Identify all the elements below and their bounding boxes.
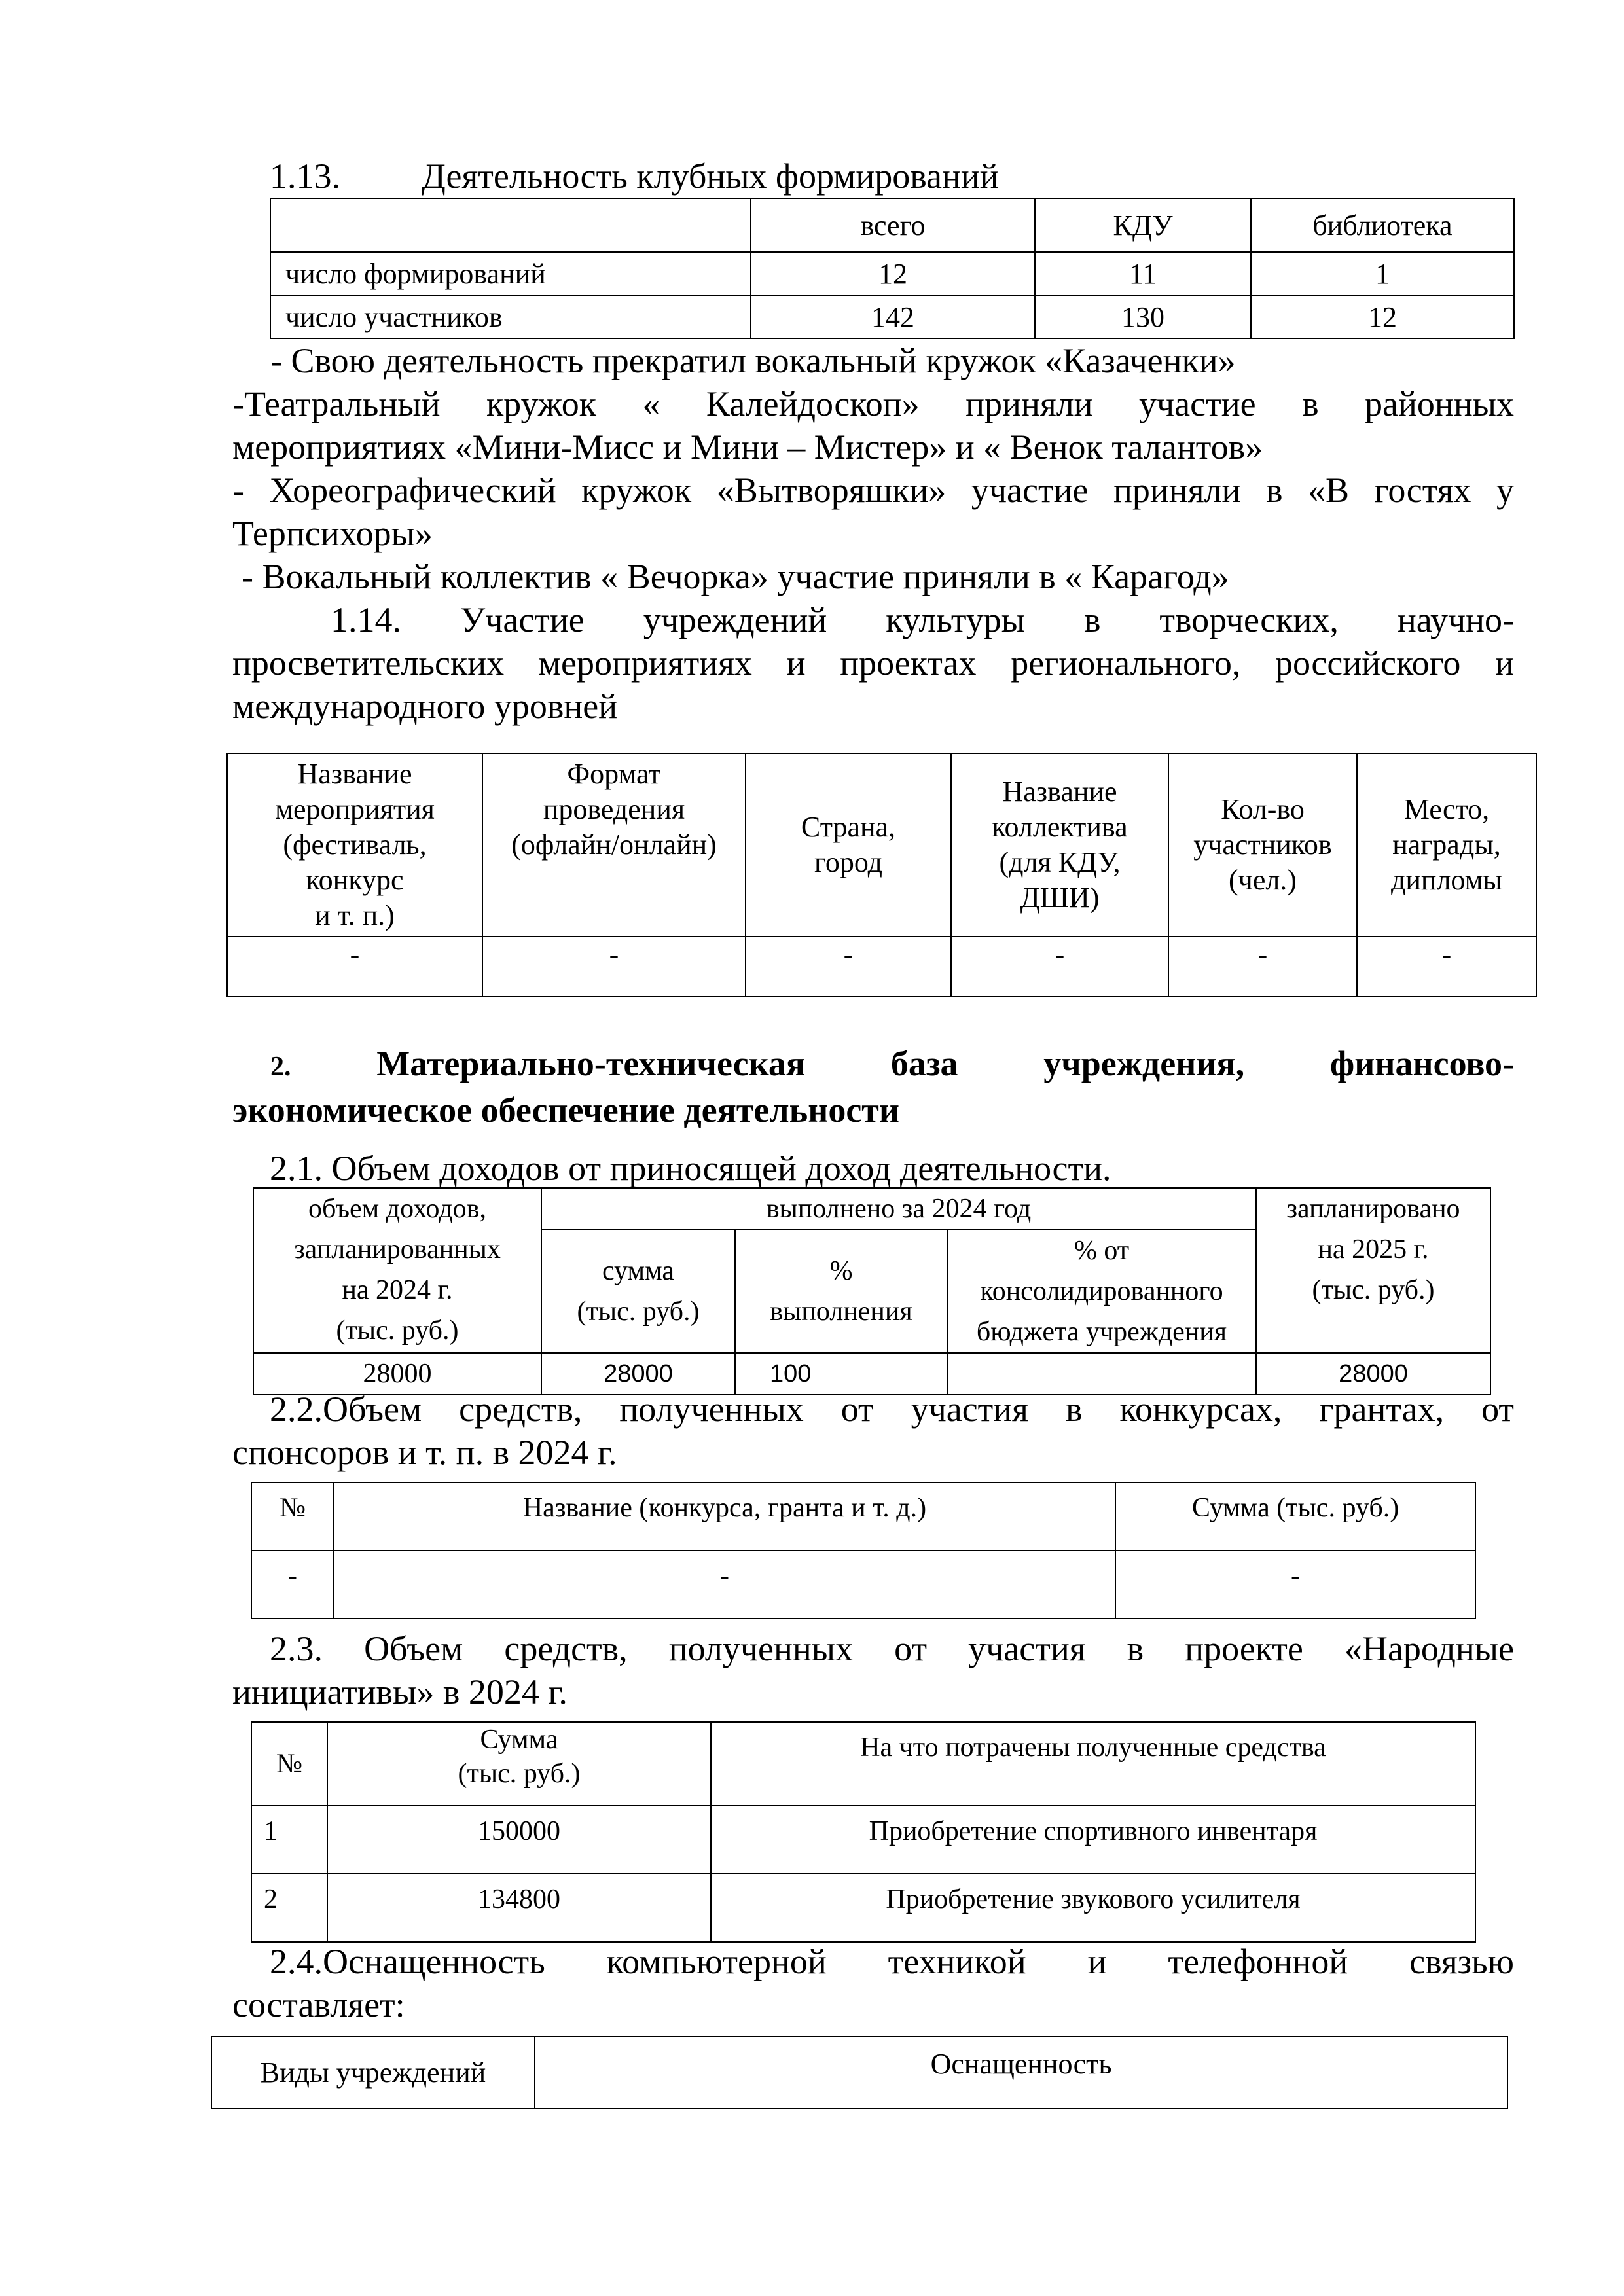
header-cell <box>1256 1188 1490 1353</box>
table-cell: 28000 <box>253 1353 541 1395</box>
heading-line: международного уровней <box>232 687 618 726</box>
section-2-3-heading <box>232 1627 1514 1713</box>
header-line: дипломы <box>1390 864 1502 896</box>
header-line: бюджета учреждения <box>976 1317 1227 1347</box>
header-line: Название <box>297 758 412 790</box>
heading-line: 1.14. Участие учреждений культуры в творческих, научно- <box>331 600 1514 639</box>
header-cell <box>951 753 1168 937</box>
table-cell: - <box>951 937 1168 997</box>
header-cell <box>947 1230 1256 1353</box>
header-line: (офлайн/онлайн) <box>511 829 717 861</box>
header-line: (тыс. руб.) <box>336 1316 459 1346</box>
header-line: награды, <box>1392 829 1501 861</box>
header-line: (фестиваль, <box>283 829 427 861</box>
table-cell: - <box>251 1551 334 1619</box>
header-line: Название <box>1002 776 1117 808</box>
header-cell <box>735 1230 947 1353</box>
table-cell: - <box>334 1551 1115 1619</box>
header-line: город <box>814 846 883 878</box>
table-cell: - <box>482 937 746 997</box>
header-cell <box>482 753 746 937</box>
row-label: число участников <box>270 295 751 338</box>
header-cell <box>1168 753 1357 937</box>
group-header-cell: выполнено за 2024 год <box>541 1188 1256 1230</box>
table-row <box>270 252 1514 295</box>
table-cell: 28000 <box>1256 1353 1490 1395</box>
section-2-2-heading <box>232 1388 1514 1474</box>
row-label: число формирований <box>270 252 751 295</box>
header-line: % <box>829 1256 853 1286</box>
section-number: 1.13. <box>270 156 340 196</box>
header-cell <box>327 1722 711 1806</box>
table-header-row <box>270 198 1514 252</box>
events-participation-table <box>226 753 1537 997</box>
section-title: Деятельность клубных формирований <box>422 156 999 196</box>
table-row <box>251 1874 1475 1942</box>
header-cell: № <box>251 1482 334 1551</box>
header-line: Место, <box>1403 793 1490 825</box>
header-line: конкурс <box>306 864 404 896</box>
table-header-row <box>251 1482 1475 1551</box>
table-header-row <box>211 2036 1507 2108</box>
table-cell: 134800 <box>327 1874 711 1942</box>
table-cell: 100 <box>735 1353 947 1395</box>
note-line: - Свою деятельность прекратил вокальный кружок «Казаченки» <box>270 341 1236 380</box>
header-cell <box>541 1230 735 1353</box>
header-line: Формат <box>567 758 661 790</box>
section-1-14-heading <box>232 598 1514 728</box>
header-line: мероприятия <box>275 793 435 825</box>
table-cell: - <box>746 937 951 997</box>
header-line: на 2024 г. <box>342 1275 453 1305</box>
header-line: на 2025 г. <box>1318 1234 1429 1265</box>
header-cell <box>1357 753 1536 937</box>
table-cell: 150000 <box>327 1806 711 1874</box>
header-cell: № <box>251 1722 327 1806</box>
header-cell: На что потрачены полученные средства <box>711 1722 1475 1806</box>
heading-line: инициативы» в 2024 г. <box>232 1672 568 1712</box>
table-header-row <box>227 753 1536 937</box>
heading-line: просветительских мероприятиях и проектах регионального, российского и <box>232 643 1514 683</box>
heading-line: 2.3. Объем средств, полученных от участия в проекте «Народные <box>270 1629 1514 1668</box>
header-line: выполнения <box>770 1297 912 1327</box>
header-line: Сумма <box>480 1725 558 1755</box>
section-2-4-heading <box>232 1940 1514 2026</box>
table-cell: 1 <box>251 1806 327 1874</box>
table-cell: Приобретение спортивного инвентаря <box>711 1806 1475 1874</box>
table-header-row <box>253 1188 1490 1230</box>
note-line: мероприятиях «Мини-Мисс и Мини – Мистер» и « Венок талантов» <box>232 427 1263 467</box>
header-cell <box>253 1188 541 1353</box>
table-cell: 142 <box>751 295 1035 338</box>
table-row <box>251 1806 1475 1874</box>
header-line: (тыс. руб.) <box>577 1297 700 1327</box>
section-2-heading <box>232 1042 1514 1132</box>
header-line: (чел.) <box>1229 864 1297 896</box>
heading-line: спонсоров и т. п. в 2024 г. <box>232 1433 617 1472</box>
header-line: запланированных <box>294 1234 501 1265</box>
table-cell: 12 <box>751 252 1035 295</box>
grants-table <box>251 1482 1476 1619</box>
note-line: - Вокальный коллектив « Вечорка» участие приняли в « Карагод» <box>242 557 1229 596</box>
heading-line: составляет: <box>232 1985 405 2024</box>
table-cell: 1 <box>1251 252 1514 295</box>
header-line: коллектива <box>992 811 1128 843</box>
header-line: сумма <box>602 1256 675 1286</box>
header-cell: Сумма (тыс. руб.) <box>1115 1482 1475 1551</box>
note-line: - Хореографический кружок «Вытворяшки» участие приняли в «В гостях у <box>232 471 1514 510</box>
section-1-13-heading <box>270 154 999 198</box>
header-line: Кол-во <box>1221 793 1305 825</box>
header-line: и т. п.) <box>315 899 395 931</box>
header-line: консолидированного <box>980 1276 1223 1306</box>
header-line: (тыс. руб.) <box>1312 1275 1435 1305</box>
equipment-table <box>211 2036 1508 2109</box>
header-line: % от <box>1074 1236 1130 1266</box>
table-row <box>227 937 1536 997</box>
header-line: запланировано <box>1286 1194 1460 1224</box>
header-cell: Виды учреждений <box>211 2036 535 2108</box>
income-table <box>253 1187 1491 1395</box>
club-formations-table <box>270 198 1515 339</box>
header-cell <box>227 753 482 937</box>
header-cell: Название (конкурса, гранта и т. д.) <box>334 1482 1115 1551</box>
table-cell: - <box>1168 937 1357 997</box>
header-line: (тыс. руб.) <box>458 1759 581 1789</box>
header-cell: всего <box>751 198 1035 252</box>
table-cell: 2 <box>251 1874 327 1942</box>
table-cell: Приобретение звукового усилителя <box>711 1874 1475 1942</box>
heading-line: экономическое обеспечение деятельности <box>232 1090 899 1130</box>
header-line: участников <box>1193 829 1332 861</box>
heading-line <box>232 1042 1514 1088</box>
table-row <box>270 295 1514 338</box>
header-cell <box>270 198 751 252</box>
table-cell: 12 <box>1251 295 1514 338</box>
header-line: проведения <box>543 793 685 825</box>
header-line: ДШИ) <box>1020 882 1100 914</box>
table-cell: 28000 <box>541 1353 735 1395</box>
table-cell: - <box>1115 1551 1475 1619</box>
header-line: объем доходов, <box>308 1194 486 1224</box>
table-cell: - <box>1357 937 1536 997</box>
header-cell <box>746 753 951 937</box>
table-cell: - <box>227 937 482 997</box>
table-header-row <box>251 1722 1475 1806</box>
table-cell: 11 <box>1035 252 1251 295</box>
header-line: (для КДУ, <box>999 846 1121 878</box>
club-notes <box>232 339 1514 598</box>
header-line: Страна, <box>801 811 896 843</box>
header-cell: КДУ <box>1035 198 1251 252</box>
note-line: -Театральный кружок « Калейдоскоп» приняли участие в районных <box>232 384 1514 423</box>
table-cell: 130 <box>1035 295 1251 338</box>
heading-line: 2.2.Объем средств, полученных от участия в конкурсах, грантах, от <box>270 1390 1514 1429</box>
header-cell: библиотека <box>1251 198 1514 252</box>
table-row <box>251 1551 1475 1619</box>
section-number: 2. <box>270 1052 291 1082</box>
heading-line: 2.4.Оснащенность компьютерной техникой и телефонной связью <box>270 1942 1514 1981</box>
header-cell: Оснащенность <box>535 2036 1507 2108</box>
heading-text: Материально-техническая база учреждения, финансово- <box>376 1044 1515 1083</box>
note-line: Терпсихоры» <box>232 514 433 553</box>
section-2-1-heading: 2.1. Объем доходов от приносящей доход деятельности. <box>270 1149 1111 1188</box>
initiatives-table <box>251 1721 1476 1943</box>
